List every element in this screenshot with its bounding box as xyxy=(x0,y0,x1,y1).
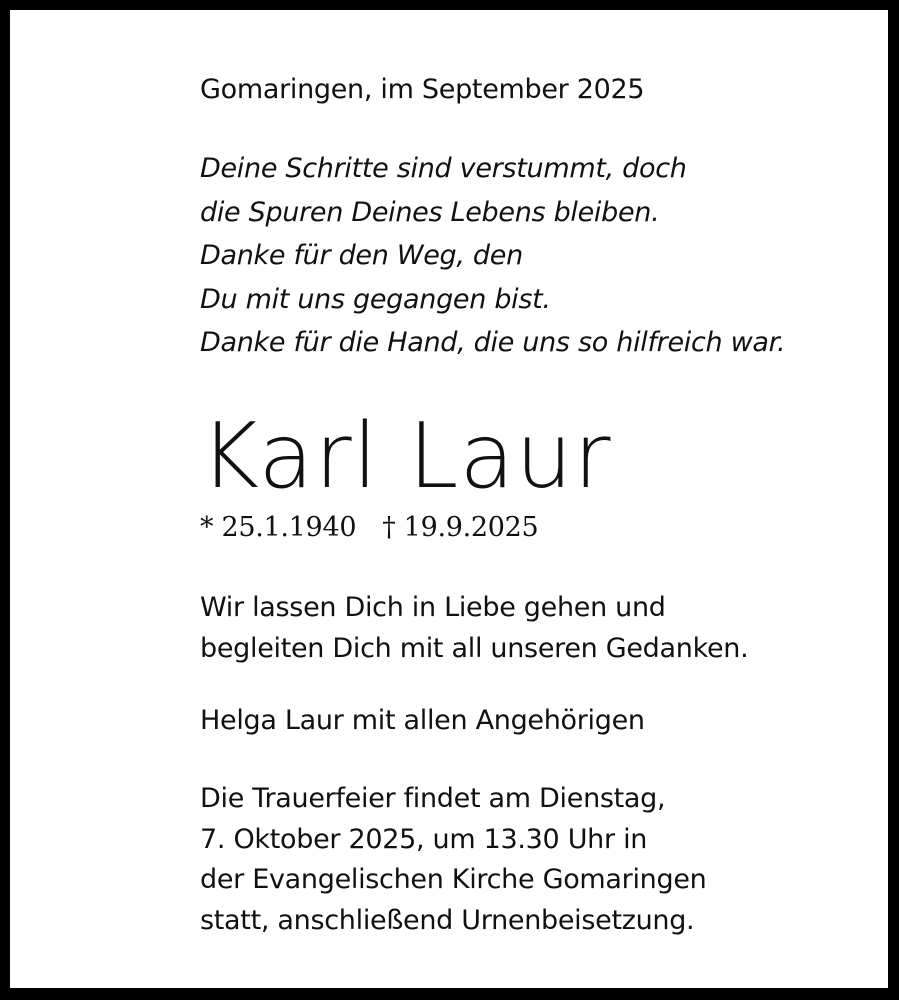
poem xyxy=(200,147,785,365)
deceased-name: Karl Laur xyxy=(200,404,612,509)
funeral-service-info xyxy=(200,779,706,941)
poem-line: Du mit uns gegangen bist. xyxy=(200,283,551,315)
service-line: Die Trauerfeier findet am Dienstag, xyxy=(200,783,666,814)
farewell-text xyxy=(200,587,748,669)
farewell-line: begleiten Dich mit all unseren Gedanken. xyxy=(200,633,749,664)
life-dates xyxy=(200,512,538,543)
service-line: der Evangelischen Kirche Gomaringen xyxy=(200,864,707,895)
farewell-line: Wir lassen Dich in Liebe gehen und xyxy=(200,592,666,623)
birth-date: * 25.1.1940 xyxy=(200,512,357,543)
mourners: Helga Laur mit allen Angehörigen xyxy=(200,705,645,736)
service-line: 7. Oktober 2025, um 13.30 Uhr in xyxy=(200,823,648,855)
death-date: † 19.9.2025 xyxy=(382,512,539,543)
poem-line: die Spuren Deines Lebens bleiben. xyxy=(200,196,660,228)
poem-line: Danke für den Weg, den xyxy=(200,240,523,271)
poem-line: Danke für die Hand, die uns so hilfreich war. xyxy=(200,327,786,358)
place-and-date: Gomaringen, im September 2025 xyxy=(200,74,645,105)
poem-line: Deine Schritte sind verstummt, doch xyxy=(200,153,687,184)
service-line: statt, anschließend Urnenbeisetzung. xyxy=(200,904,695,936)
